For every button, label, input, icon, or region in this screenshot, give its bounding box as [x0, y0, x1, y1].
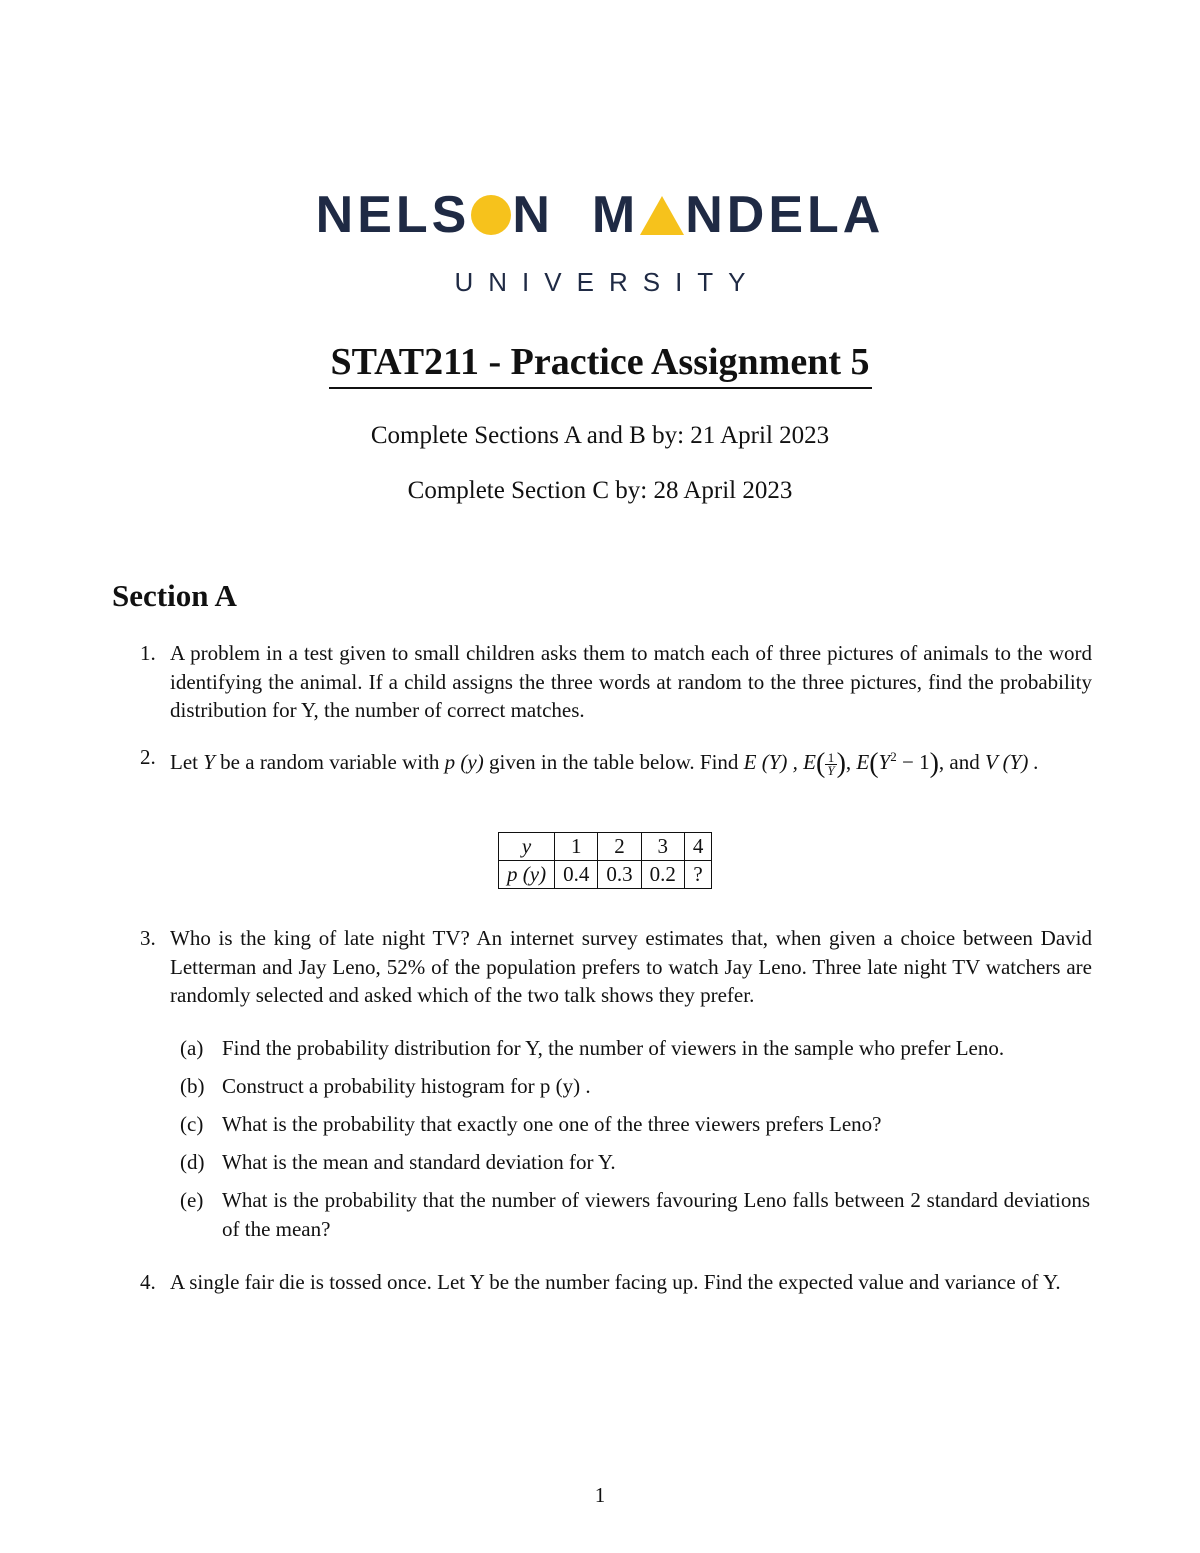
part-text: What is the probability that the number of viewers favouring Leno falls between 2 standard deviations of the mean? [222, 1188, 1090, 1241]
table-cell: 2 [598, 833, 641, 861]
probability-table [498, 832, 712, 889]
table-cell: 0.2 [641, 861, 684, 889]
page-title [0, 340, 1200, 384]
part-text: Find the probability distribution for Y, the number of viewers in the sample who prefer Leno. [222, 1036, 1005, 1060]
part-label: (e) [180, 1188, 204, 1212]
fraction-numerator: 1 [825, 752, 836, 765]
question-text: Let Y be a random variable with p (y) given in the table below. Find E (Y) , E( $\frac{1}{Y}$ ), $E(Y^2 - 1)$, and V (Y) . [170, 748, 1039, 779]
question-3a [180, 1034, 1090, 1063]
question-number: 4. [140, 1270, 156, 1294]
question-number: 3. [140, 926, 156, 950]
question-3e [180, 1186, 1090, 1243]
q2-vy: V (Y) . [984, 750, 1039, 774]
logo-text-ndela: NDELA [685, 186, 885, 244]
logo-text-nels: NELS [315, 186, 471, 244]
question-text: A problem in a test given to small children asks them to match each of three pictures of animals to the word identifying the animal. If a child assigns the three words at random to the three pictures, find the probability distribution for Y, the number of correct matches. [170, 641, 1092, 722]
q2-var: Y [203, 750, 215, 774]
question-1 [112, 639, 1092, 725]
table-row [499, 833, 712, 861]
part-label: (c) [180, 1112, 204, 1136]
question-3 [112, 924, 1092, 1010]
yellow-triangle-icon [639, 194, 685, 236]
table-cell [499, 861, 555, 889]
table-cell: 0.4 [555, 861, 598, 889]
question-number: 2. [140, 745, 156, 769]
q2-and: , and [938, 750, 980, 774]
deadline-section-c: Complete Section C by: 28 April 2023 [407, 477, 793, 504]
question-2 [112, 743, 1092, 779]
q2-text-part: be a random variable with [220, 750, 440, 774]
part-text: What is the probability that exactly one one of the three viewers prefers Leno? [222, 1112, 882, 1136]
part-label: (a) [180, 1036, 204, 1060]
table-cell: 0.3 [598, 861, 641, 889]
table-row [499, 861, 712, 889]
question-3d [180, 1148, 1090, 1177]
part-text: What is the mean and standard deviation for Y. [222, 1150, 616, 1174]
table-cell [499, 833, 555, 861]
question-3b [180, 1072, 1090, 1101]
question-3c [180, 1110, 1090, 1139]
table-cell: 4 [684, 833, 712, 861]
title-text: STAT211 - Practice Assignment 5 [329, 341, 872, 389]
question-number: 1. [140, 641, 156, 665]
table-cell: ? [684, 861, 712, 889]
q2-text-part: Let [170, 750, 198, 774]
question-text: A single fair die is tossed once. Let Y be the number facing up. Find the expected value and variance of Y. [170, 1270, 1061, 1294]
part-label: (d) [180, 1150, 205, 1174]
q2-y-sq: Y [878, 750, 891, 774]
logo-text-m: M [591, 186, 640, 244]
question-4 [112, 1268, 1092, 1297]
q2-py: p (y) [444, 750, 484, 774]
q2-ey: E (Y) , [743, 750, 798, 774]
q2-minus-one: − 1 [901, 750, 930, 774]
q2-e-inv: E [803, 750, 816, 774]
logo-subtitle: UNIVERSITY [454, 267, 761, 297]
table-cell: 3 [641, 833, 684, 861]
university-logo [0, 185, 1200, 298]
yellow-circle-icon [470, 194, 512, 236]
section-a-heading: Section A [112, 578, 237, 613]
fraction-denominator: Y [827, 762, 835, 778]
cell-text: p (y) [507, 862, 547, 886]
page-number: 1 [594, 1483, 606, 1507]
cell-text: y [521, 834, 532, 858]
logo-text-n: N [512, 186, 554, 244]
q2-exponent: 2 [890, 749, 897, 764]
q2-e-sq: E [856, 750, 870, 774]
part-label: (b) [180, 1074, 205, 1098]
q2-text-part: given in the table below. Find [488, 750, 739, 774]
deadline-sections-ab: Complete Sections A and B by: 21 April 2023 [370, 422, 830, 449]
table-cell: 1 [555, 833, 598, 861]
part-text: Construct a probability histogram for p (y) . [222, 1074, 591, 1098]
question-text: Who is the king of late night TV? An internet survey estimates that, when given a choice between David Letterman and Jay Leno, 52% of the population prefers to watch Jay Leno. Three late night TV watchers are randomly selected and asked which of the two talk shows they prefer. [170, 926, 1092, 1007]
fraction [825, 749, 836, 778]
logo-wordmark [316, 185, 885, 245]
